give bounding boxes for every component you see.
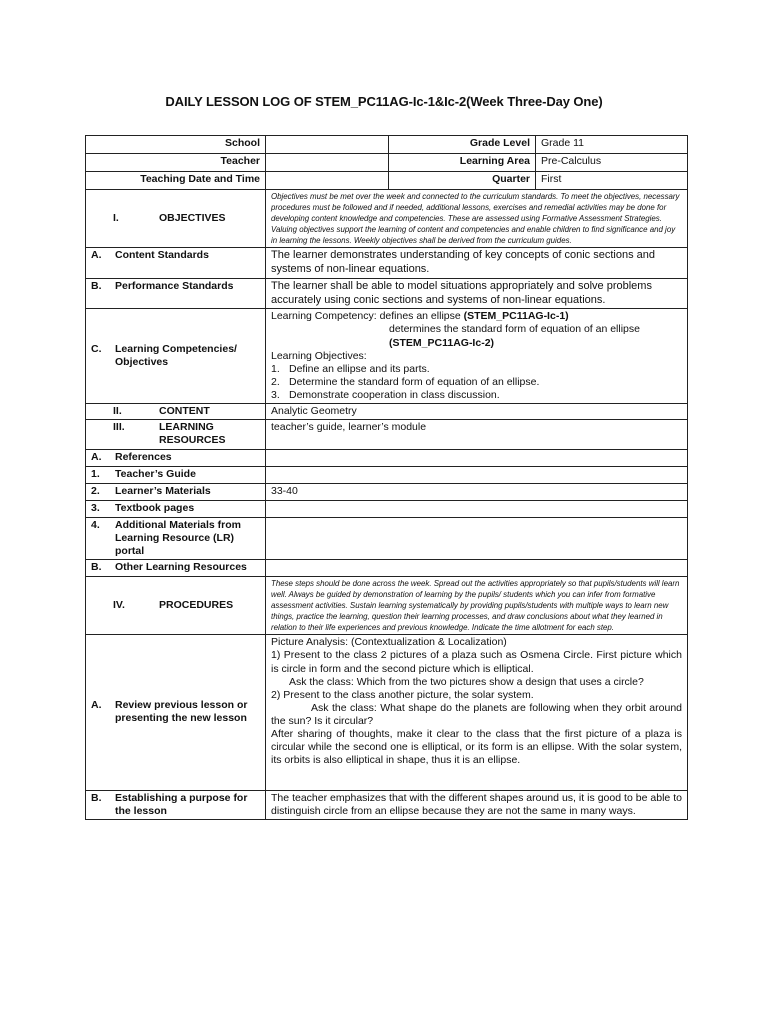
performance-standards-row xyxy=(86,278,688,309)
teachers-guide-label: Teacher’s Guide xyxy=(115,467,196,480)
document-title: DAILY LESSON LOG OF STEM_PC11AG-Ic-1&Ic-2(Week Three-Day One) xyxy=(165,94,603,109)
competencies-label: Learning Competencies/ Objectives xyxy=(115,343,237,369)
review-paragraph-2: 1) Present to the class 2 pictures of a plaza such as Osmena Circle. First picture which is circle in form and the second picture which is elliptical. xyxy=(271,649,682,675)
resources-row xyxy=(86,420,688,449)
performance-standards-value: The learner shall be able to model situations appropriately and solve problems accurately using conic sections and systems of non-linear equations. xyxy=(266,278,688,309)
review-paragraph-6: After sharing of thoughts, make it clear to the class that the first picture of a plaza is circular while the second one is elliptical, or its form is an ellipse. With the solar system, its orbits is also elliptical in shape, thus it is an ellipse. xyxy=(271,728,682,767)
grade-level-value: Grade 11 xyxy=(536,136,688,154)
learners-materials-label: Learner’s Materials xyxy=(115,484,211,497)
teacher-value xyxy=(266,154,389,172)
performance-standards-number: B. xyxy=(91,279,102,292)
competencies-row xyxy=(86,309,688,404)
competency-code-1: (STEM_PC11AG-Ic-1) xyxy=(463,310,569,323)
table-row: B. Other Learning Resources xyxy=(86,559,688,576)
quarter-value: First xyxy=(536,172,688,190)
purpose-number: B. xyxy=(91,791,102,804)
resources-label: LEARNING RESOURCES xyxy=(159,421,226,447)
review-row xyxy=(86,635,688,790)
competencies-number: C. xyxy=(91,343,102,356)
objectives-row xyxy=(86,190,688,248)
learning-area-label: Learning Area xyxy=(389,154,536,172)
content-value: Analytic Geometry xyxy=(266,404,688,420)
competencies-value xyxy=(266,309,688,404)
review-paragraph-1: Picture Analysis: (Contextualization & Localization) xyxy=(271,636,507,649)
school-value xyxy=(266,136,389,154)
references-label: References xyxy=(115,450,172,463)
procedures-row xyxy=(86,576,688,634)
resources-value: teacher’s guide, learner’s module xyxy=(266,420,688,449)
objectives-note: Objectives must be met over the week and connected to the curriculum standards. To meet the objectives, necessary procedures must be followed and if needed, additional lessons, exercises and remedial activities may be done for developing content knowledge and competencies. These are assessed using Formative Assessment Strategies. Valuing objectives support the learning of content and competencies and enable children to find significance and joy in learning the lessons. Weekly objectives shall be derived from the curriculum guides. xyxy=(266,190,688,248)
textbook-pages-label: Textbook pages xyxy=(115,501,195,514)
review-value xyxy=(266,635,688,790)
competency-line-1: Learning Competency: defines an ellipse xyxy=(271,310,464,323)
learning-objectives-heading: Learning Objectives: xyxy=(271,349,367,362)
learning-objectives-list xyxy=(271,363,682,402)
review-paragraph-5: Ask the class: What shape do the planets are following when they orbit around the sun? Is it circular? xyxy=(271,701,682,727)
table-row: 4. Additional Materials from Learning Resource (LR) portal xyxy=(86,517,688,559)
review-paragraph-3: Ask the class: Which from the two pictures show a design that uses a circle? xyxy=(289,675,644,688)
content-standards-number: A. xyxy=(91,249,102,262)
review-paragraph-4: 2) Present to the class another picture, the solar system. xyxy=(271,688,534,701)
table-row: 2. Learner’s Materials 33-40 xyxy=(86,483,688,500)
header-row-school xyxy=(86,136,688,154)
content-standards-value: The learner demonstrates understanding of key concepts of conic sections and systems of non-linear equations. xyxy=(266,248,688,279)
objectives-number: I. xyxy=(113,212,119,225)
objectives-heading xyxy=(91,212,260,225)
resources-number: III. xyxy=(113,421,125,434)
teacher-label: Teacher xyxy=(86,154,266,172)
content-row xyxy=(86,404,688,420)
table-row: 3. Textbook pages xyxy=(86,500,688,517)
teaching-date-label: Teaching Date and Time xyxy=(86,172,266,190)
competency-code-2: (STEM_PC11AG-Ic-2) xyxy=(389,336,495,349)
list-item: 3. Demonstrate cooperation in class discussion. xyxy=(271,389,500,402)
table-row: A. References xyxy=(86,449,688,466)
header-row-teacher xyxy=(86,154,688,172)
quarter-label: Quarter xyxy=(389,172,536,190)
content-standards-label: Content Standards xyxy=(115,249,209,262)
purpose-label: Establishing a purpose for the lesson xyxy=(115,791,248,817)
review-number: A. xyxy=(91,699,102,712)
lesson-log-table xyxy=(85,135,688,820)
content-label: CONTENT xyxy=(159,405,210,418)
procedures-note: These steps should be done across the week. Spread out the activities appropriately so that pupils/students will learn well. Always be guided by demonstration of learning by the pupils/ students which you can infer from formative assessment activities. Sustain learning systematically by providing pupils/students with multiple ways to learn new things, practice the learning, question their learning processes, and draw conclusions about what they learned in relation to their life experiences and previous knowledge. Indicate the time allotment for each step. xyxy=(266,576,688,634)
other-resources-label: Other Learning Resources xyxy=(115,560,247,573)
learners-materials-value: 33-40 xyxy=(266,483,688,500)
procedures-number: IV. xyxy=(113,599,125,612)
additional-materials-label: Additional Materials from Learning Resource (LR) portal xyxy=(115,518,242,557)
review-label: Review previous lesson or presenting the new lesson xyxy=(115,699,248,725)
grade-level-label: Grade Level xyxy=(389,136,536,154)
content-number: II. xyxy=(113,405,122,418)
table-row: 1. Teacher’s Guide xyxy=(86,466,688,483)
learning-area-value: Pre-Calculus xyxy=(536,154,688,172)
content-standards-row xyxy=(86,248,688,279)
list-item: 2. Determine the standard form of equation of an ellipse. xyxy=(271,375,540,388)
objectives-label: OBJECTIVES xyxy=(159,212,226,225)
performance-standards-label: Performance Standards xyxy=(115,279,234,292)
header-row-date xyxy=(86,172,688,190)
competency-line-2: determines the standard form of equation of an ellipse xyxy=(389,323,640,336)
purpose-value: The teacher emphasizes that with the different shapes around us, it is good to be able to distinguish circle from an ellipse because they are not the same in many ways. xyxy=(266,790,688,819)
purpose-row xyxy=(86,790,688,819)
school-label: School xyxy=(86,136,266,154)
procedures-label: PROCEDURES xyxy=(159,599,234,612)
teaching-date-value xyxy=(266,172,389,190)
list-item: 1. Define an ellipse and its parts. xyxy=(271,362,430,375)
